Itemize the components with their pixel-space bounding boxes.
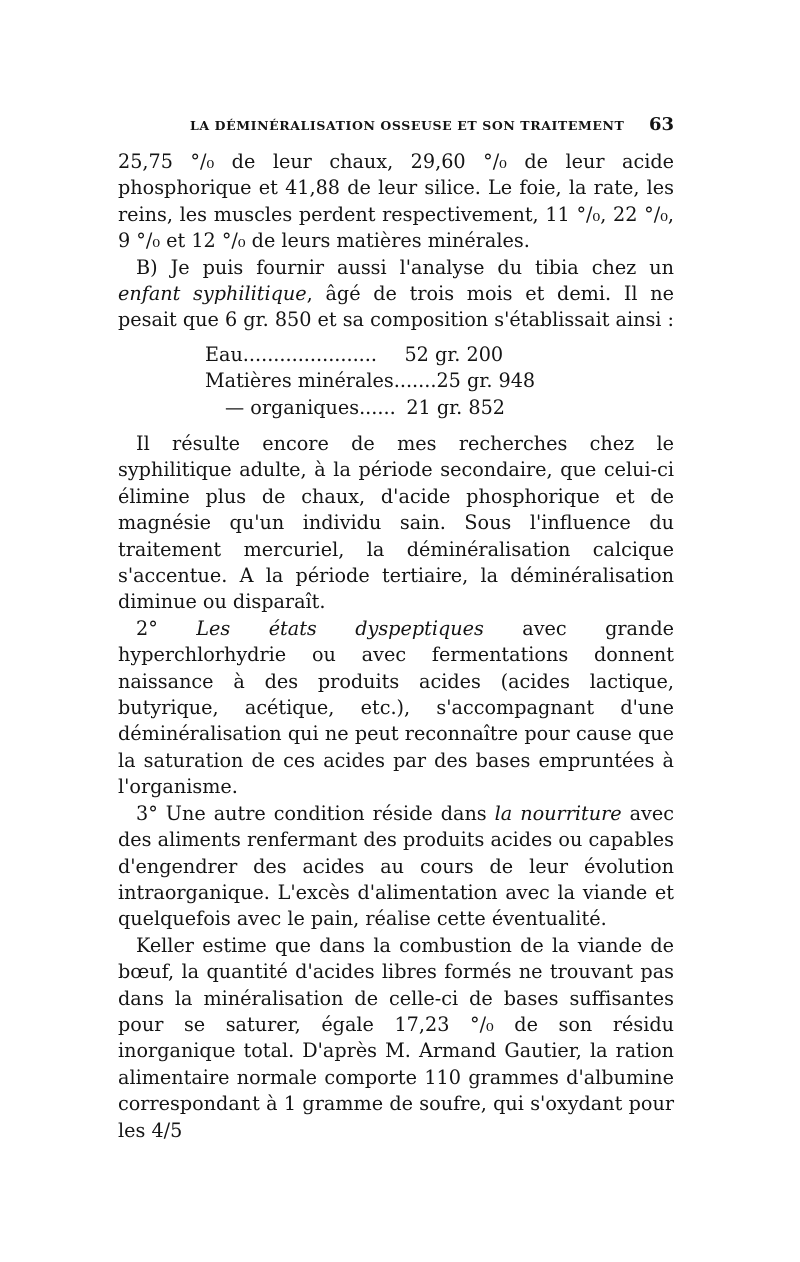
paragraph-2-end: , âgé de trois mois et demi. Il ne pesait que 6 gr. 850 et sa composition s'établissait ainsi : [118,282,674,332]
paragraph-3: Il résulte encore de mes recherches chez le syphilitique adulte, à la période secondaire, que celui-ci élimine plus de chaux, d'acide phosphorique et de magnésie qu'un individu sain. Sous l'influence du traitement mercuriel, la déminéralisation calcique s'accentue. A la période tertiaire, la déminéralisation diminue ou disparaît. [118,432,674,614]
row-value: 25 gr. 948 [436,369,536,393]
paragraph-1: 25,75 °/₀ de leur chaux, 29,60 °/₀ de leur acide phosphorique et 41,88 de leur silice. Le foie, la rate, les reins, les muscles perdent respectivement, 11 °/₀, 22 °/₀, 9 °/₀ et 12 °/₀ de leurs matières minérales. [118,150,674,253]
composition-table [205,342,536,421]
paragraph-6: Keller estime que dans la combustion de la viande de bœuf, la quantité d'acides libres formés ne trouvant pas dans la minéralisation de celle-ci de bases suffisantes pour se saturer, égale 17,23 °/₀ de son résidu inorganique total. D'après M. Armand Gautier, la ration alimentaire normale comporte 110 grammes d'albumine correspondant à 1 gramme de soufre, qui s'oxydant pour les 4/5 [118,933,674,1142]
paragraph-5 [118,801,674,933]
paragraph-2 [118,255,674,334]
running-title: LA DÉMINÉRALISATION OSSEUSE ET SON TRAITEMENT [190,118,625,133]
row-value: 52 gr. 200 [404,342,504,366]
paragraph-4-end: avec grande hyperchlorhydrie ou avec fermentations donnent naissance à des produits acides (acides lactique, butyrique, acétique, etc.), s'accompagnant d'une déminéralisation qui ne peut reconnaître pour cause que la saturation de ces acides par des bases empruntées à l'organisme. [118,616,674,799]
paragraph-4-italic: Les états dyspeptiques [196,616,484,640]
paragraph-2-italic: enfant syphilitique [118,282,307,306]
paragraph-5-italic: la nourriture [494,801,622,825]
paragraph-2-start: B) Je puis fournir aussi l'analyse du tibia chez un [136,255,674,279]
row-value: 21 gr. 852 [406,395,505,419]
paragraph-5-end: avec des aliments renfermant des produits acides ou capables d'engendrer des acides au cours de leur évolution intraorganique. L'excès d'alimentation avec la viande et quelquefois avec le pain, réalise cette éventualité. [118,801,674,931]
paragraph-4-start: 2° [136,616,197,640]
book-page [118,112,674,1142]
paragraph-5-start: 3° Une autre condition réside dans [136,801,495,825]
page-header [118,112,674,142]
row-label: Eau...................... [205,342,377,366]
page-number: 63 [648,114,674,135]
table-row [205,342,505,368]
body-text [118,149,674,1144]
paragraph-4 [118,616,674,801]
row-label: — organiques...... [225,395,396,419]
table-row [205,395,505,421]
table-row [205,368,536,394]
row-label: Matières minérales....... [205,369,437,393]
